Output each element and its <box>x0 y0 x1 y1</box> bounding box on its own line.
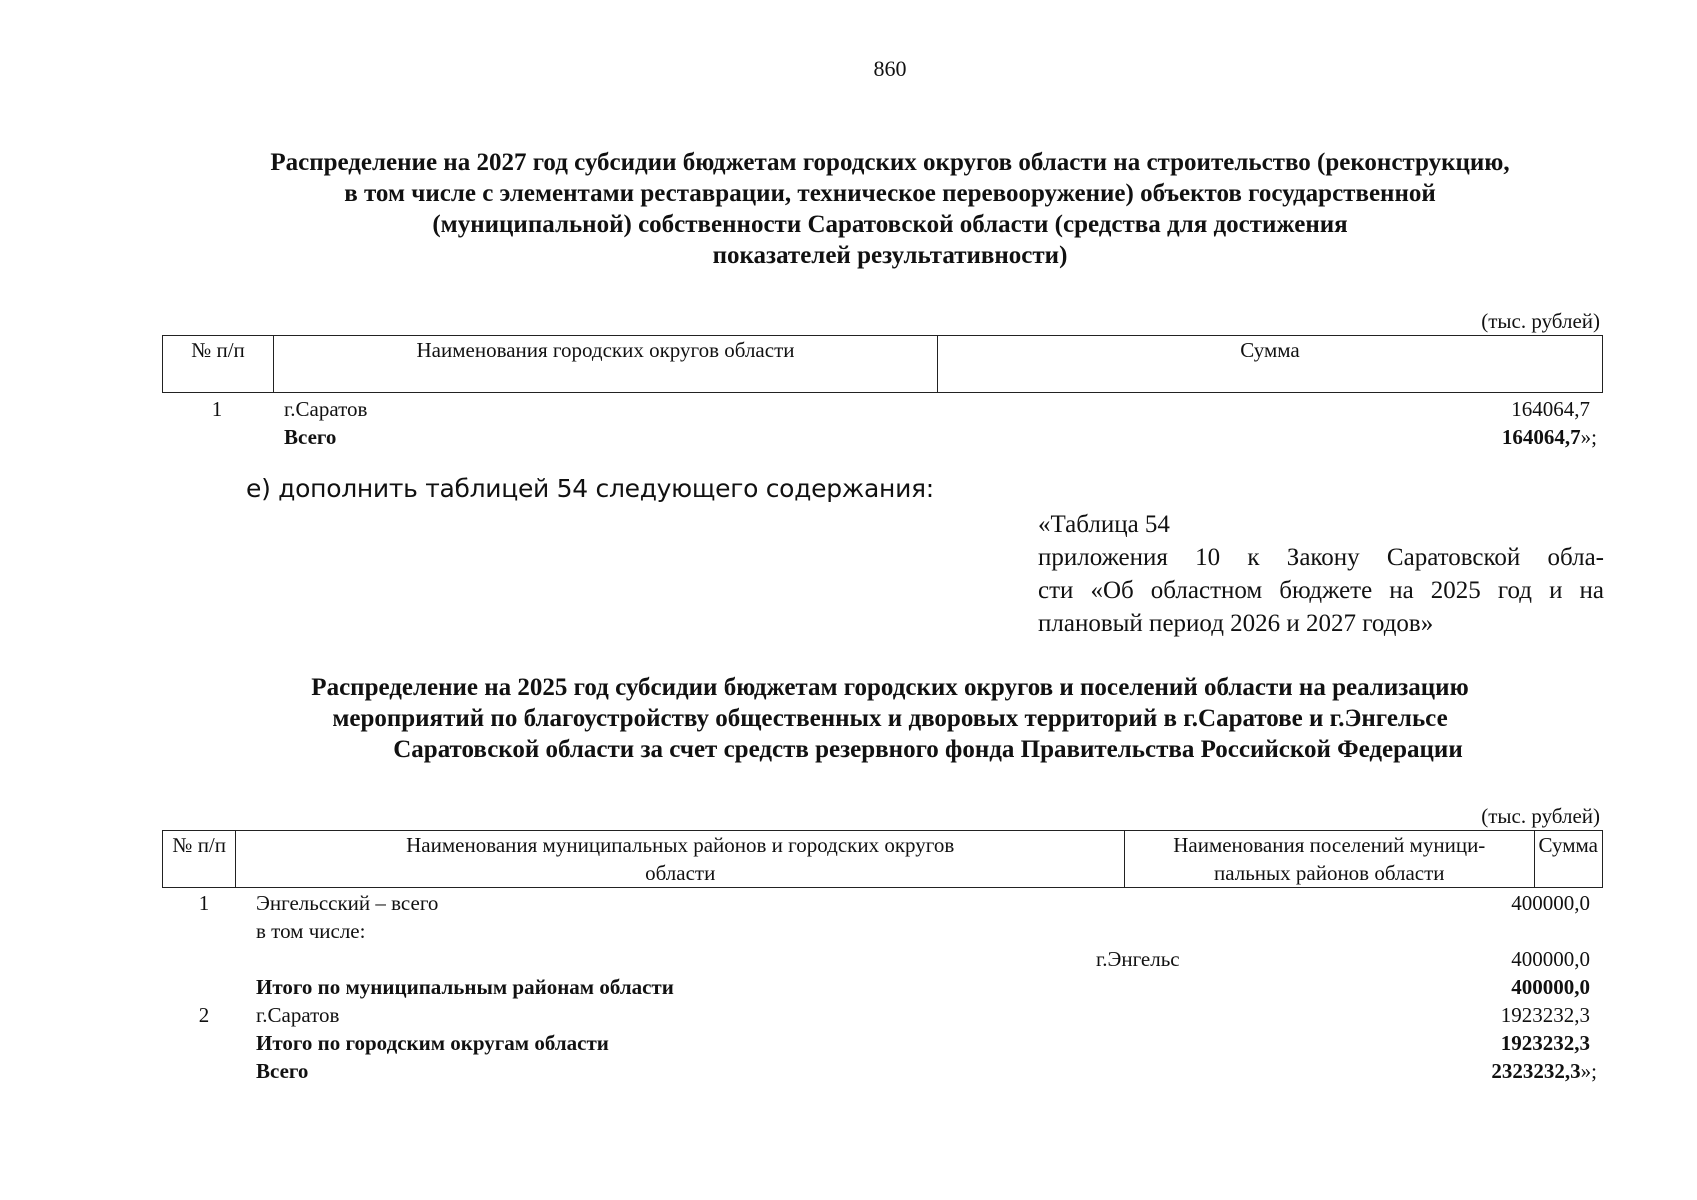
header-name: Наименования городских округов области <box>274 336 938 393</box>
table-heading-line: «Таблица 54 <box>1038 511 1170 538</box>
row-district: Итого по муниципальным районам области <box>256 975 674 999</box>
row-num: 1 <box>211 397 223 421</box>
row-district: в том числе: <box>256 919 366 943</box>
table-row <box>162 889 1590 917</box>
section1-units: (тыс. рублей) <box>1481 309 1600 333</box>
section2-title-line: Распределение на 2025 год субсидии бюджетам городских округов и поселений области на реализацию <box>311 674 1469 701</box>
section2-units: (тыс. рублей) <box>1481 804 1600 828</box>
row-district: Итого по городским округам области <box>256 1031 609 1055</box>
section2-title-line: мероприятий по благоустройству общественных и дворовых территорий в г.Саратове и г.Энгельсе <box>332 705 1448 732</box>
section2-table-header <box>162 830 1603 888</box>
row-sum: 400000,0 <box>1511 947 1590 971</box>
row-sum-value: 164064,7 <box>1501 425 1581 449</box>
section1-title-line: показателей результативности) <box>712 242 1068 269</box>
row-name: Всего <box>284 425 337 449</box>
row-sum: 164064,7 <box>1511 397 1590 421</box>
row-sum-suffix: »; <box>1580 425 1597 449</box>
table-row-subtotal <box>162 1029 1590 1057</box>
row-district: Всего <box>256 1059 309 1083</box>
section2-title-line: Саратовской области за счет средств резервного фонда Правительства Российской Федерации <box>393 736 1463 763</box>
row-num: 1 <box>198 891 210 915</box>
table-row <box>162 917 1590 945</box>
row-sum-suffix: »; <box>1580 1059 1597 1083</box>
table-heading-line: приложения 10 к Закону Саратовской обла- <box>1038 544 1604 571</box>
row-sum <box>1297 423 1597 451</box>
row-sum: 400000,0 <box>1511 975 1590 999</box>
header-sum: Сумма <box>938 336 1603 393</box>
table-row-subtotal <box>162 973 1590 1001</box>
section2-title <box>0 672 1697 765</box>
section1-title-line: (муниципальной) собственности Саратовской области (средства для достижения <box>432 211 1348 238</box>
table-heading <box>1038 508 1604 640</box>
header-district: Наименования муниципальных районов и городских округов области <box>236 831 1125 888</box>
header-num: № п/п <box>163 336 274 393</box>
section1-title <box>0 147 1697 271</box>
header-sum: Сумма <box>1534 831 1602 888</box>
table-row <box>162 395 1590 423</box>
table-heading-line: плановый период 2026 и 2027 годов» <box>1038 610 1434 637</box>
row-sum-value: 2323232,3 <box>1491 1059 1581 1083</box>
row-name: г.Саратов <box>284 397 368 421</box>
section1-title-line: Распределение на 2027 год субсидии бюджетам городских округов области на строительство (реконструкцию, <box>270 149 1510 176</box>
instruction-text: е) дополнить таблицей 54 следующего содержания: <box>246 474 934 503</box>
table-heading-line: сти «Об областном бюджете на 2025 год и на <box>1038 577 1604 604</box>
header-settlement: Наименования поселений муници-пальных районов области <box>1125 831 1535 888</box>
table-row-total <box>162 423 1597 451</box>
row-sum <box>1297 1057 1597 1085</box>
row-num: 2 <box>198 1003 210 1027</box>
row-sum: 400000,0 <box>1511 891 1590 915</box>
section1-title-line: в том числе с элементами реставрации, техническое перевооружение) объектов государственной <box>344 180 1436 207</box>
section1-table-header <box>162 335 1603 393</box>
table-row <box>162 1001 1590 1029</box>
header-num: № п/п <box>163 831 236 888</box>
table-row <box>162 945 1590 973</box>
page-number: 860 <box>873 56 907 81</box>
table-row-total <box>162 1057 1597 1085</box>
row-district: Энгельсский – всего <box>256 891 439 915</box>
row-sum: 1923232,3 <box>1500 1003 1590 1027</box>
row-sum: 1923232,3 <box>1500 1031 1590 1055</box>
row-settlement: г.Энгельс <box>1096 947 1180 971</box>
row-district: г.Саратов <box>256 1003 340 1027</box>
